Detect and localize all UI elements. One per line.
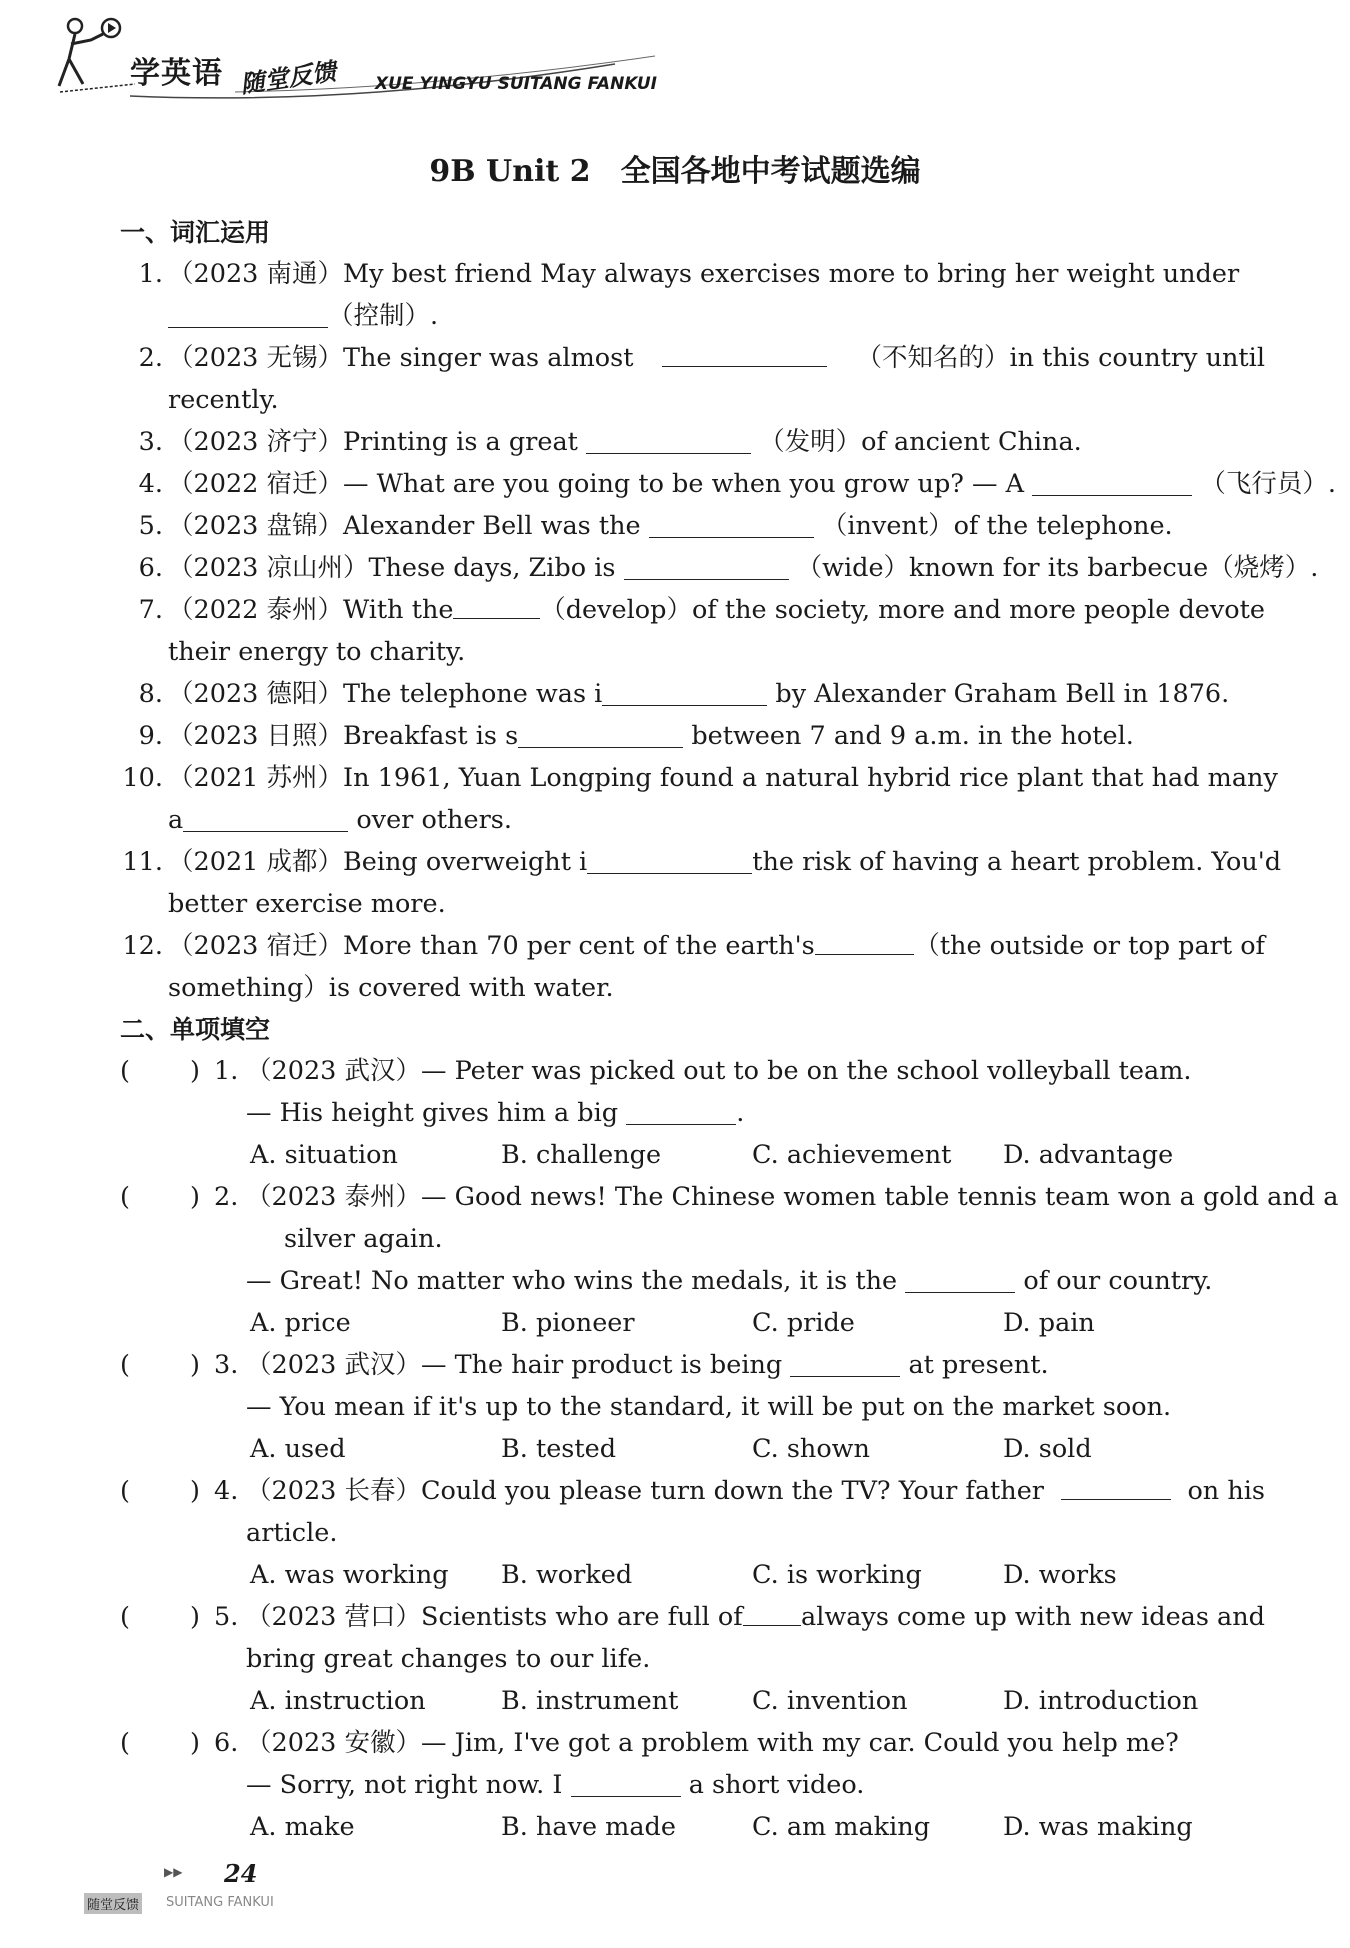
option-a[interactable]: A. price (250, 1308, 351, 1338)
page-footer (84, 1855, 294, 1915)
answer-blank[interactable] (1032, 467, 1192, 496)
answer-blank[interactable] (905, 1264, 1015, 1293)
double-arrow-icon: ▶▶ (164, 1865, 183, 1879)
option-a[interactable]: A. situation (250, 1140, 398, 1170)
answer-blank[interactable] (626, 1096, 736, 1125)
option-c[interactable]: C. am making (752, 1812, 931, 1842)
option-d[interactable]: D. was making (1003, 1812, 1193, 1842)
option-c[interactable]: C. pride (752, 1308, 855, 1338)
option-b[interactable]: B. instrument (501, 1686, 679, 1716)
answer-blank[interactable] (743, 1597, 801, 1626)
option-c[interactable]: C. achievement (752, 1140, 952, 1170)
page-title: 9B Unit 2 全国各地中考试题选编 (429, 154, 921, 189)
option-d[interactable]: D. works (1003, 1560, 1117, 1590)
footer-pinyin: SUITANG FANKUI (166, 1895, 274, 1910)
answer-blank[interactable] (662, 338, 827, 367)
brand-title: 学英语 (130, 56, 223, 91)
option-a[interactable]: A. was working (250, 1560, 449, 1590)
answer-blank[interactable] (602, 677, 767, 706)
option-d[interactable]: D. sold (1003, 1434, 1092, 1464)
option-b[interactable]: B. have made (501, 1812, 676, 1842)
option-c[interactable]: C. is working (752, 1560, 922, 1590)
option-d[interactable]: D. advantage (1003, 1140, 1174, 1170)
option-c[interactable]: C. shown (752, 1434, 870, 1464)
answer-blank[interactable] (624, 551, 789, 580)
option-a[interactable]: A. instruction (250, 1686, 426, 1716)
option-b[interactable]: B. challenge (501, 1140, 662, 1170)
option-a[interactable]: A. used (250, 1434, 346, 1464)
item-text: （2023 南通）My best friend May always exercises more to bring her weight under (168, 259, 1240, 289)
answer-blank[interactable] (518, 719, 683, 748)
page-header (55, 14, 675, 114)
option-a[interactable]: A. make (250, 1812, 355, 1842)
answer-blank[interactable] (586, 425, 751, 454)
page-number: 24 (224, 1859, 258, 1888)
footer-label: 随堂反馈 (84, 1893, 142, 1914)
answer-blank[interactable] (649, 509, 814, 538)
section-heading-multiple-choice: 二、单项填空 (120, 1015, 271, 1044)
section-heading-vocabulary: 一、词汇运用 (120, 218, 271, 247)
brand-pinyin: XUE YINGYU SUITANG FANKUI (375, 74, 658, 94)
option-b[interactable]: B. worked (501, 1560, 633, 1590)
answer-blank[interactable] (183, 803, 348, 832)
option-c[interactable]: C. invention (752, 1686, 908, 1716)
option-d[interactable]: D. pain (1003, 1308, 1095, 1338)
answer-blank[interactable] (1061, 1471, 1171, 1500)
option-d[interactable]: D. introduction (1003, 1686, 1199, 1716)
answer-blank[interactable] (790, 1348, 900, 1377)
answer-blank[interactable] (453, 590, 540, 619)
brand-subtitle: 随堂反馈 (238, 57, 338, 99)
answer-blank[interactable] (815, 926, 915, 955)
option-b[interactable]: B. pioneer (501, 1308, 635, 1338)
answer-blank[interactable] (168, 299, 328, 328)
option-b[interactable]: B. tested (501, 1434, 617, 1464)
answer-blank[interactable] (587, 845, 752, 874)
answer-blank[interactable] (571, 1768, 681, 1797)
item-number: 1. (138, 259, 163, 289)
